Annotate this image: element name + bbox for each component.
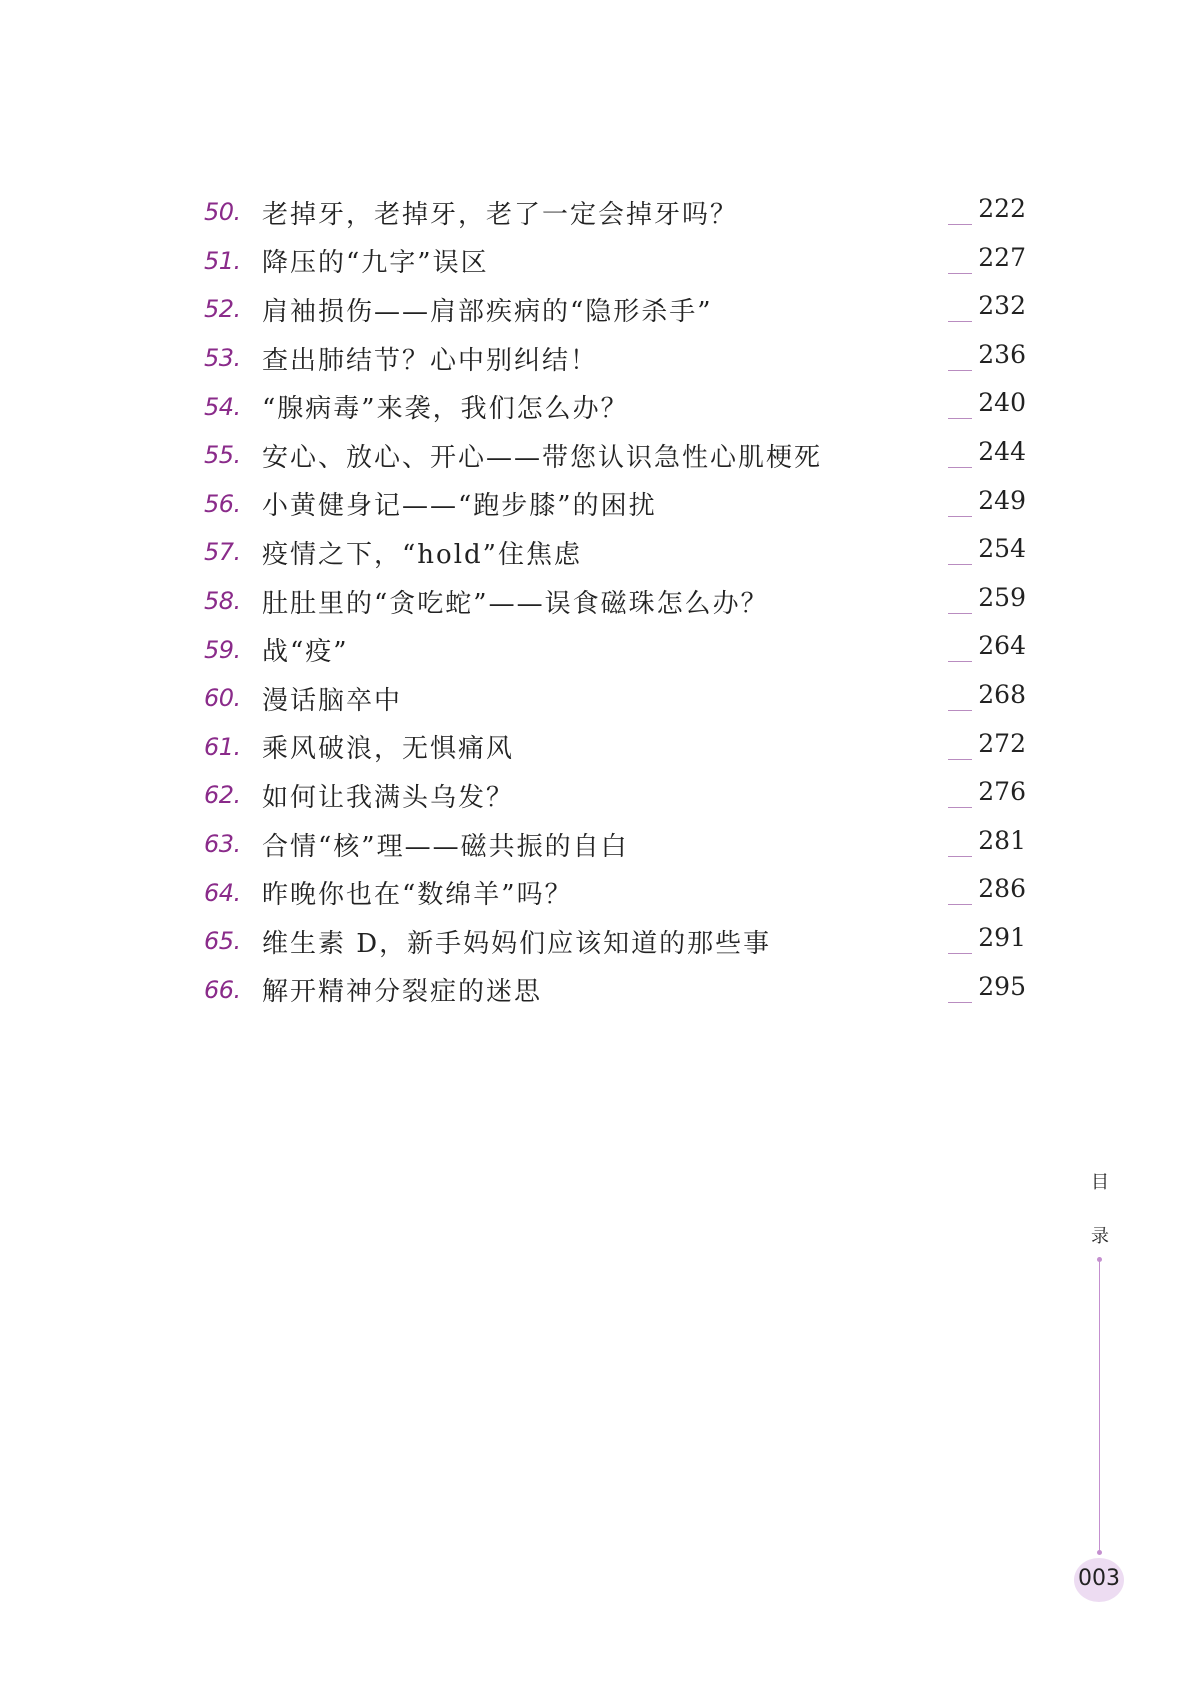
- entry-title: 肚肚里的“贪吃蛇”——误食磁珠怎么办？: [262, 588, 769, 619]
- entry-number: 51.: [204, 246, 241, 275]
- leader-line: [948, 807, 972, 808]
- toc-entry[interactable]: [204, 917, 1026, 966]
- leader-line: [948, 759, 972, 760]
- entry-number: 56.: [204, 489, 241, 518]
- entry-title: 合情“核”理——磁共振的自白: [262, 831, 629, 862]
- page-number: 003: [1078, 1566, 1120, 1591]
- leader-line: [948, 321, 972, 322]
- leader-line: [948, 953, 972, 954]
- sidebar-char-lu: 录: [1091, 1226, 1109, 1247]
- leader-line: [948, 370, 972, 371]
- entry-number: 53.: [204, 344, 241, 373]
- entry-title: 查出肺结节？心中别纠结！: [262, 345, 599, 376]
- entry-number: 55.: [204, 441, 241, 470]
- leader-line: [948, 904, 972, 905]
- entry-page: 254: [978, 534, 1026, 564]
- entry-number: 61.: [204, 732, 241, 761]
- entry-title: 如何让我满头乌发？: [262, 782, 515, 813]
- toc-entry[interactable]: [204, 771, 1026, 820]
- toc-entry[interactable]: [204, 674, 1026, 723]
- leader-line: [948, 224, 972, 225]
- entry-title: 肩袖损伤——肩部疾病的“隐形杀手”: [262, 296, 713, 327]
- entry-title: 降压的“九字”误区: [262, 248, 489, 279]
- sidebar-divider-line: [1099, 1260, 1100, 1553]
- entry-number: 52.: [204, 295, 241, 324]
- toc-entry[interactable]: [204, 382, 1026, 431]
- entry-number: 50.: [204, 198, 241, 227]
- entry-title: 老掉牙，老掉牙，老了一定会掉牙吗？: [262, 199, 739, 230]
- entry-title: 安心、放心、开心——带您认识急性心肌梗死: [262, 442, 823, 473]
- entry-page: 244: [978, 436, 1026, 466]
- toc-entry[interactable]: [204, 431, 1026, 480]
- entry-title: 解开精神分裂症的迷思: [262, 977, 543, 1008]
- toc-entry[interactable]: [204, 188, 1026, 237]
- entry-page: 281: [978, 825, 1026, 855]
- toc-entry[interactable]: [204, 237, 1026, 286]
- entry-title: “腺病毒”来袭，我们怎么办？: [262, 394, 629, 425]
- toc-entry[interactable]: [204, 820, 1026, 869]
- leader-line: [948, 273, 972, 274]
- leader-line: [948, 613, 972, 614]
- entry-page: 276: [978, 777, 1026, 807]
- leader-line: [948, 564, 972, 565]
- toc-entry[interactable]: [204, 625, 1026, 674]
- entry-title: 疫情之下，“hold”住焦虑: [262, 539, 582, 570]
- toc-entry[interactable]: [204, 577, 1026, 626]
- entry-number: 57.: [204, 538, 241, 567]
- entry-page: 291: [978, 922, 1026, 952]
- toc-entry[interactable]: [204, 868, 1026, 917]
- entry-number: 65.: [204, 927, 241, 956]
- leader-line: [948, 467, 972, 468]
- entry-number: 60.: [204, 684, 241, 713]
- toc-entry[interactable]: [204, 528, 1026, 577]
- toc-entry[interactable]: [204, 285, 1026, 334]
- entry-number: 59.: [204, 635, 241, 664]
- entry-page: 222: [978, 194, 1026, 223]
- entry-number: 64.: [204, 878, 241, 907]
- entry-title: 战“疫”: [262, 637, 349, 668]
- leader-line: [948, 516, 972, 517]
- entry-title: 维生素 D，新手妈妈们应该知道的那些事: [262, 928, 772, 959]
- leader-line: [948, 710, 972, 711]
- entry-page: 259: [978, 582, 1026, 612]
- sidebar-char-mu: 目: [1091, 1172, 1109, 1193]
- entry-number: 54.: [204, 392, 241, 421]
- toc-entry[interactable]: [204, 966, 1026, 1015]
- entry-number: 66.: [204, 975, 241, 1004]
- toc-entry[interactable]: [204, 334, 1026, 383]
- entry-number: 58.: [204, 587, 241, 616]
- entry-page: 272: [978, 728, 1026, 758]
- leader-line: [948, 1002, 972, 1003]
- toc-entry[interactable]: [204, 480, 1026, 529]
- entry-number: 62.: [204, 781, 241, 810]
- entry-page: 240: [978, 388, 1026, 418]
- leader-line: [948, 418, 972, 419]
- toc-entry[interactable]: [204, 723, 1026, 772]
- entry-title: 漫话脑卒中: [262, 685, 403, 716]
- leader-line: [948, 661, 972, 662]
- entry-page: 232: [978, 291, 1026, 321]
- entry-title: 乘风破浪，无惧痛风: [262, 734, 515, 765]
- entry-page: 268: [978, 679, 1026, 709]
- entry-number: 63.: [204, 830, 241, 859]
- table-of-contents: [204, 188, 1026, 1014]
- entry-page: 249: [978, 485, 1026, 515]
- sidebar-line-bottom-dot: [1097, 1550, 1102, 1555]
- entry-page: 264: [978, 631, 1026, 661]
- entry-page: 236: [978, 339, 1026, 369]
- entry-title: 昨晚你也在“数绵羊”吗？: [262, 880, 573, 911]
- entry-page: 227: [978, 242, 1026, 272]
- entry-page: 295: [978, 971, 1026, 1001]
- leader-line: [948, 856, 972, 857]
- entry-page: 286: [978, 874, 1026, 904]
- entry-title: 小黄健身记——“跑步膝”的困扰: [262, 491, 657, 522]
